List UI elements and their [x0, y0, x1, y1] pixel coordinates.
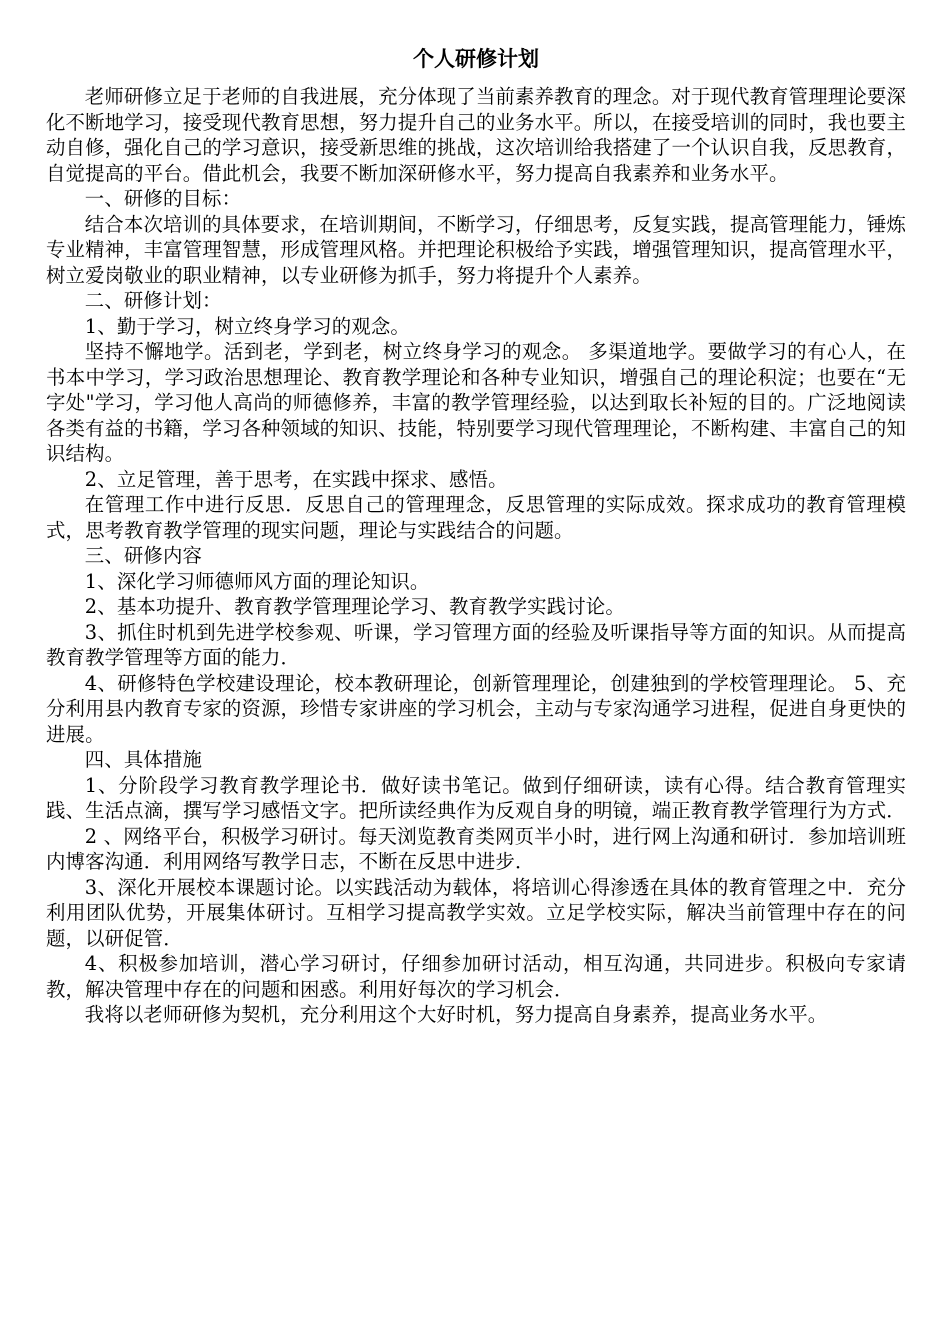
section-heading-plan: 二、研修计划： — [84, 289, 222, 312]
section-heading-goals: 一、研修的目标： — [84, 187, 242, 210]
section-heading-content: 三、研修内容 — [84, 544, 203, 567]
measure-item-4: 4、积极参加培训，潜心学习研讨，仔细参加研讨活动，相互沟通，共同进步。积极向专家请教，解决管理中存在的问题和困惑。利用好每次的学习机会． — [46, 952, 906, 1001]
paragraph-conclusion: 我将以老师研修为契机，充分利用这个大好时机，努力提高自身素养，提高业务水平。 — [84, 1003, 828, 1026]
measure-item-1: 1、分阶段学习教育教学理论书．做好读书笔记。做到仔细研读，读有心得。结合教育管理实践、生活点滴，撰写学习感悟文字。把所读经典作为反观自身的明镜，端正教育教学管理行为方式． — [46, 773, 906, 822]
plan-item-2-heading: 2、立足管理，善于思考，在实践中探求、感悟。 — [84, 467, 508, 491]
measure-item-3: 3、深化开展校本课题讨论。以实践活动为载体，将培训心得渗透在具体的教育管理之中．充分利用团队优势，开展集体研讨。互相学习提高教学实效。立足学校实际，解决当前管理中存在的问题，以研促管． — [46, 875, 906, 950]
content-item-4-5: 4、研修特色学校建设理论，校本教研理论，创新管理理论，创建独到的学校管理理论。 5、充分利用县内教育专家的资源，珍惜专家讲座的学习机会，主动与专家沟通学习进程，促进自身更快的进展。 — [46, 671, 906, 746]
content-item-3: 3、抓住时机到先进学校参观、听课，学习管理方面的经验及听课指导等方面的知识。从而提高教育教学管理等方面的能力． — [46, 620, 906, 669]
plan-item-1-body: 坚持不懈地学。活到老，学到老，树立终身学习的观念。 多渠道地学。要做学习的有心人，在书本中学习，学习政治思想理论、教育教学理论和各种专业知识，增强自己的理论积淀；也要在“无字处"学习，学习他人高尚的师德修养，丰富的教学管理经验，以达到取长补短的目的。广泛地阅读各类有益的书籍，学习各种领域的知识、技能，特别要学习现代管理理论，不断构建、丰富自己的知识结构。 — [46, 340, 906, 465]
content-item-1: 1、深化学习师德师风方面的理论知识。 — [84, 569, 430, 593]
measure-item-2: 2 、网络平台，积极学习研讨。每天浏览教育类网页半小时，进行网上沟通和研讨．参加培训班内博客沟通．利用网络写教学日志，不断在反思中进步． — [46, 824, 906, 873]
section-heading-measures: 四、具体措施 — [84, 748, 203, 771]
plan-item-1-heading: 1、勤于学习，树立终身学习的观念。 — [84, 314, 410, 338]
content-item-2: 2、基本功提升、教育教学管理理论学习、教育教学实践讨论。 — [84, 595, 625, 618]
plan-item-2-body: 在管理工作中进行反思．反思自己的管理理念，反思管理的实际成效。探求成功的教育管理模式，思考教育教学管理的现实问题，理论与实践结合的问题。 — [46, 493, 906, 542]
document-body — [46, 84, 906, 1028]
paragraph-goals: 结合本次培训的具体要求，在培训期间，不断学习，仔细思考，反复实践，提高管理能力，锤炼专业精神，丰富管理智慧，形成管理风格。并把理论积极给予实践，增强管理知识，提高管理水平，树立爱岗敬业的职业精神，以专业研修为抓手，努力将提升个人素养。 — [46, 212, 906, 287]
paragraph-intro: 老师研修立足于老师的自我进展，充分体现了当前素养教育的理念。对于现代教育管理理论要深化不断地学习，接受现代教育思想，努力提升自己的业务水平。所以，在接受培训的同时，我也要主动自修，强化自己的学习意识，接受新思维的挑战，这次培训给我搭建了一个认识自我，反思教育，自觉提高的平台。借此机会，我要不断加深研修水平，努力提高自我素养和业务水平。 — [46, 85, 906, 185]
document-page — [46, 44, 906, 1028]
document-title: 个人研修计划 — [413, 47, 539, 71]
